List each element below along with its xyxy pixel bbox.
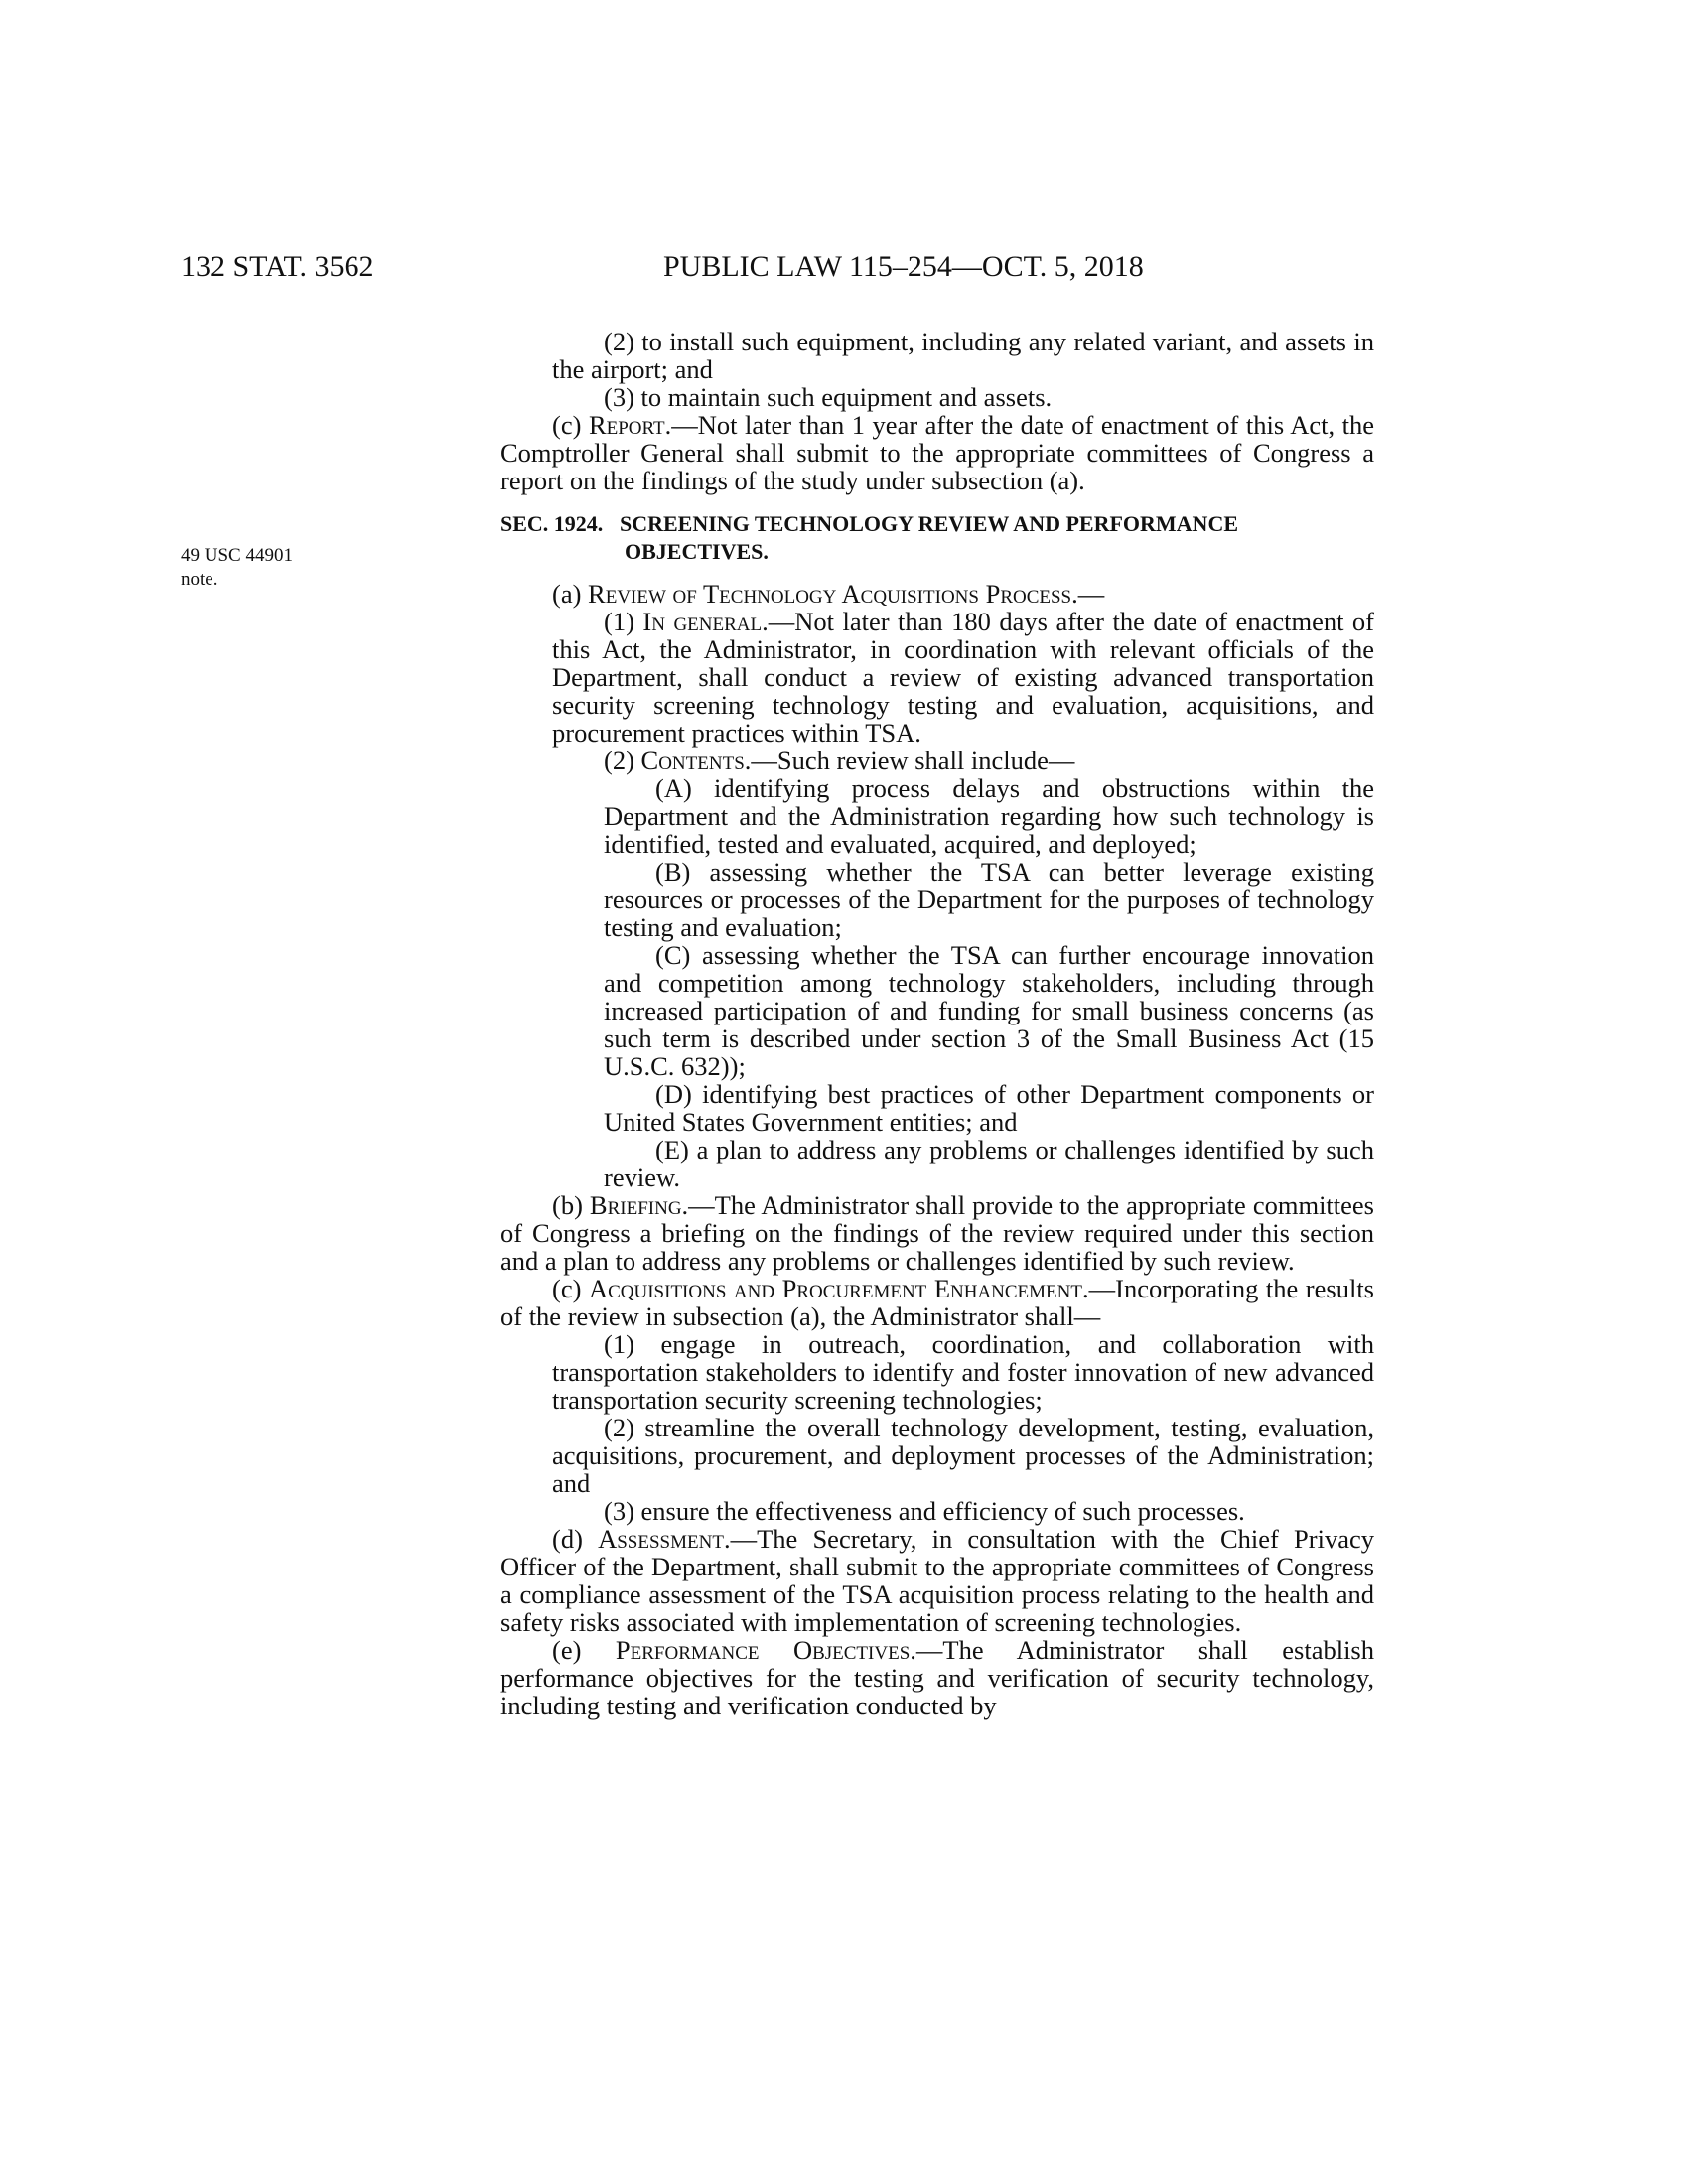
c2-heading: Acquisitions and Procurement Enhancement: [588, 1274, 1082, 1303]
paragraph-b-briefing: [500, 1191, 1374, 1275]
paragraph-aA: (A) identifying process delays and obstructions within the Department and the Administration regarding how such technology is identified, tested and evaluated, acquired, and deployed;: [604, 773, 1374, 859]
margin-note-line1: 49 USC 44901: [181, 545, 293, 566]
a-heading: Review of Technology Acquisitions Process: [588, 579, 1072, 609]
margin-note-line2: note.: [181, 569, 218, 590]
paragraph-c2-2: (2) streamline the overall technology development, testing, evaluation, acquisitions, procurement, and deployment processes of the Administration; and: [552, 1413, 1374, 1498]
c-heading: Report: [588, 410, 665, 440]
paragraph-aE: (E) a plan to address any problems or challenges identified by such review.: [604, 1135, 1374, 1192]
paragraph-a: [500, 580, 1374, 608]
paragraph-c-acquisitions: [500, 1275, 1374, 1330]
paragraph-a1: [500, 608, 1374, 747]
a1-heading: In general: [642, 607, 763, 636]
section-number: SEC. 1924.: [500, 511, 604, 536]
c-prefix: (c): [552, 410, 589, 440]
d-prefix: (d): [552, 1524, 599, 1554]
paragraph-aD: (D) identifying best practices of other Department components or United States Government entities; and: [604, 1079, 1374, 1137]
c2-text: .—Incorporating the results of the review in subsection (a), the Administrator shall—: [500, 1274, 1374, 1331]
b-heading: Briefing: [589, 1190, 682, 1220]
paragraph-c2-3: (3) ensure the effectiveness and efficiency of such processes.: [604, 1496, 1245, 1526]
margin-note: [181, 544, 293, 592]
paragraph-e-performance: [500, 1636, 1374, 1719]
section-title-line2: OBJECTIVES.: [625, 539, 769, 564]
paragraph-c2-1: (1) engage in outreach, coordination, and collaboration with transportation stakeholders to identify and foster innovation of new advanced transportation security screening technologies;: [552, 1329, 1374, 1415]
c-text: .—Not later than 1 year after the date of enactment of this Act, the Comptroller General shall submit to the appropriate committees of Congress a report on the findings of the study under subsection (a).: [500, 410, 1374, 495]
a2-heading: Contents: [640, 746, 745, 775]
a1-text: .—Not later than 180 days after the date of enactment of this Act, the Administrator, in coordination with relevant officials of the Department, shall conduct a review of existing advanced transportation security screening technology testing and evaluation, acquisitions, and procurement practices within TSA.: [552, 607, 1375, 748]
a-prefix: (a): [552, 579, 589, 609]
document-body: [500, 328, 1374, 1719]
d-text: .—The Secretary, in consultation with the Chief Privacy Officer of the Department, shall submit to the appropriate committees of Congress a compliance assessment of the TSA acquisition process relating to the health and safety risks associated with implementation of screening technologies.: [500, 1524, 1374, 1637]
b-prefix: (b): [552, 1190, 590, 1220]
law-title: PUBLIC LAW 115–254—OCT. 5, 2018: [663, 250, 1144, 283]
paragraph-c-report: [500, 411, 1374, 494]
paragraph-aC: (C) assessing whether the TSA can further encourage innovation and competition among technology stakeholders, including through increased participation of and funding for small business concerns (as such term is described under section 3 of the Small Business Act (15 U.S.C. 632));: [604, 940, 1374, 1081]
section-heading: [500, 510, 1374, 566]
e-text: .—The Administrator shall establish performance objectives for the testing and verification of security technology, including testing and verification conducted by: [500, 1635, 1374, 1720]
a-text: .—: [1071, 579, 1105, 609]
b-text: .—The Administrator shall provide to the appropriate committees of Congress a briefing on the findings of the review required under this section and a plan to address any problems or challenges identified by such review.: [500, 1190, 1374, 1276]
paragraph-aB: (B) assessing whether the TSA can better leverage existing resources or processes of the Department for the purposes of technology testing and evaluation;: [604, 857, 1374, 942]
paragraph-d-assessment: [500, 1525, 1374, 1636]
stat-page-number: 132 STAT. 3562: [181, 250, 374, 283]
a2-text: .—Such review shall include—: [744, 746, 1075, 775]
section-title-line1: SCREENING TECHNOLOGY REVIEW AND PERFORMANCE: [620, 511, 1239, 536]
paragraph-a2: [500, 747, 1374, 774]
paragraph-b2: (2) to install such equipment, including any related variant, and assets in the airport; and: [552, 327, 1374, 384]
a2-prefix: (2): [604, 746, 641, 775]
paragraph-b3: (3) to maintain such equipment and assets.: [604, 382, 1053, 412]
e-prefix: (e): [552, 1635, 616, 1665]
d-heading: Assessment: [598, 1524, 724, 1554]
page-header: [0, 250, 1688, 290]
e-heading: Performance Objectives: [615, 1635, 911, 1665]
a1-prefix: (1): [604, 607, 643, 636]
c2-prefix: (c): [552, 1274, 589, 1303]
